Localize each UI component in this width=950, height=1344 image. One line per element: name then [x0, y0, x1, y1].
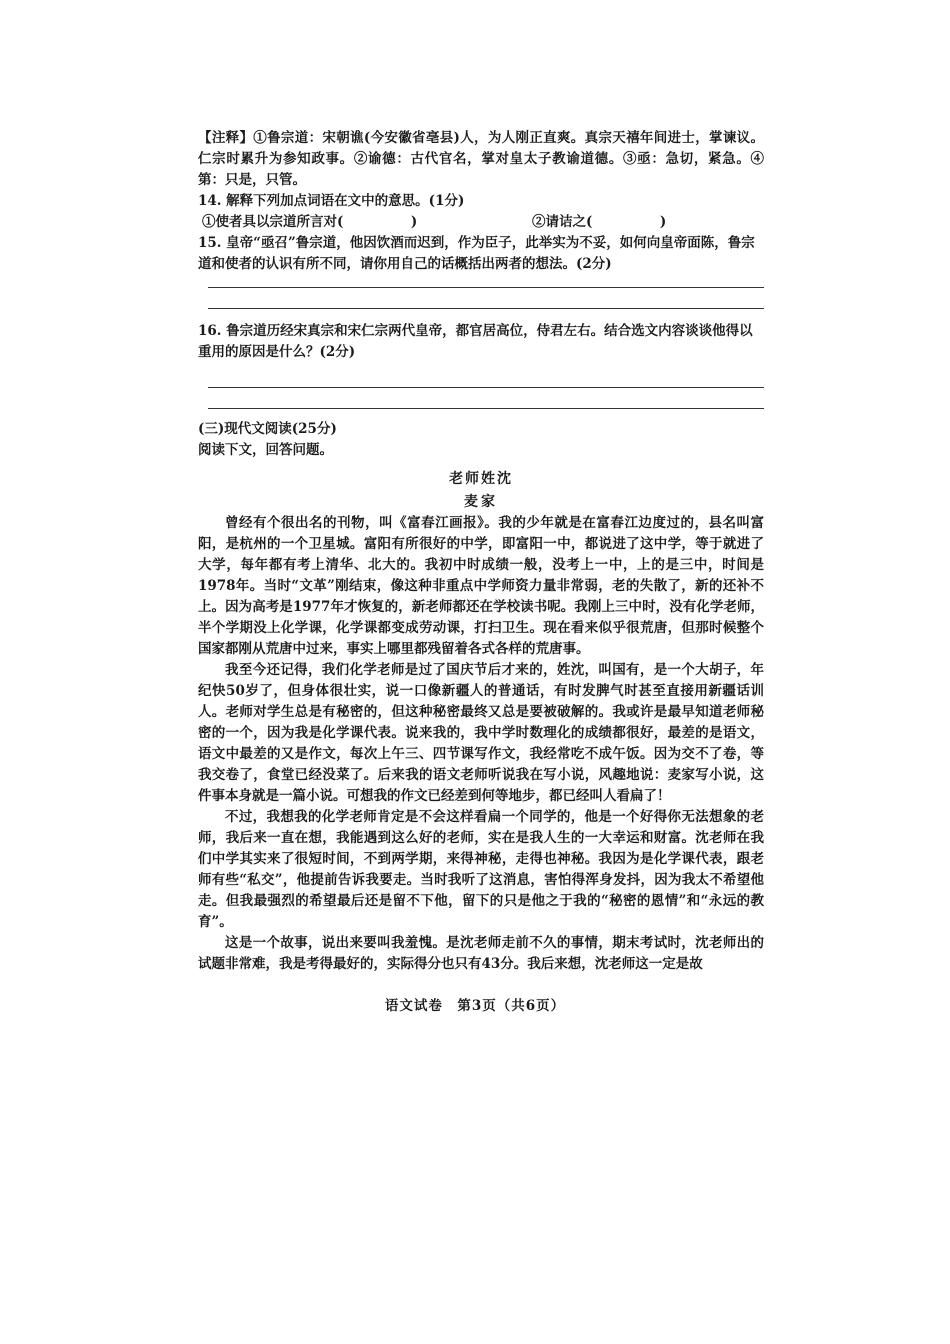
section-3-instruction: 阅读下文，回答问题。	[198, 442, 333, 458]
question-14-items	[198, 212, 764, 233]
question-14-item-1: ①使者具以宗道所言对( )	[202, 214, 418, 230]
article-paragraph-4: 这是一个故事，说出来要叫我羞愧。是沈老师走前不久的事情，期末考试时，沈老师出的试题非常难，我是考得最好的，实际得分也只有43分。我后来想，沈老师这一定是故	[198, 935, 764, 972]
question-14-stem: 14. 解释下列加点词语在文中的意思。(1分)	[198, 193, 465, 209]
answer-line[interactable]	[208, 387, 764, 388]
annotation-note: 【注释】①鲁宗道：宋朝谯(今安徽省亳县)人，为人刚正直爽。真宗天禧年间进士，掌谏议。仁宗时累升为参知政事。②谕德：古代官名，掌对皇太子教谕道德。③亟：急切，紧急。④第：只是，只管。	[198, 130, 764, 188]
question-15-stem: 15. 皇帝“亟召”鲁宗道，他因饮酒而迟到，作为臣子，此举实为不妥，如何向皇帝面陈，鲁宗道和使者的认识有所不同，请你用自己的话概括出两者的想法。(2分)	[198, 235, 755, 272]
answer-line[interactable]	[208, 287, 764, 288]
question-16-stem: 16. 鲁宗道历经宋真宗和宋仁宗两代皇帝，都官居高位，侍君左右。结合选文内容谈谈他得以重用的原因是什么？(2分)	[198, 323, 753, 360]
article-paragraph-3: 不过，我想我的化学老师肯定是不会这样看扁一个同学的，他是一个好得你无法想象的老师，我后来一直在想，我能遇到这么好的老师，实在是我人生的一大幸运和财富。沈老师在我们中学其实来了很短时间，不到两学期，来得神秘，走得也神秘。我因为是化学课代表，跟老师有些“私交”，他提前告诉我要走。当时我听了这消息，害怕得浑身发抖，因为我太不希望他走。但我最强烈的希望最后还是留不下他，留下的只是他之于我的“秘密的恩情”和“永远的教育”。	[198, 809, 764, 930]
article-paragraph-1: 曾经有个很出名的刊物，叫《富春江画报》。我的少年就是在富春江边度过的，县名叫富阳，是杭州的一个卫星城。富阳有所很好的中学，即富阳一中，都说进了这中学，等于就进了大学，每年都有考上清华、北大的。我初中时成绩一般，没考上一中，上的是三中，时间是1978年。当时“文革”刚结束，像这种非重点中学师资力量非常弱，老的失散了，新的还补不上。因为高考是1977年才恢复的，新老师都还在学校读书呢。我刚上三中时，没有化学老师，半个学期没上化学课，化学课都变成劳动课，打扫卫生。现在看来似乎很荒唐，但那时候整个国家都刚从荒唐中过来，事实上哪里都残留着各式各样的荒唐事。	[198, 515, 764, 657]
answer-line[interactable]	[208, 308, 764, 309]
article-author: 麦家	[464, 494, 498, 510]
section-3-heading: (三)现代文阅读(25分)	[198, 421, 337, 437]
page-footer: 语文试卷 第3页（共6页）	[384, 998, 566, 1014]
exam-page	[198, 128, 764, 975]
question-14-item-2: ②请诘之( )	[532, 214, 667, 230]
article-title: 老师姓沈	[449, 471, 513, 487]
article-paragraph-2: 我至今还记得，我们化学老师是过了国庆节后才来的，姓沈，叫国有，是一个大胡子，年纪快50岁了，但身体很壮实，说一口像新疆人的普通话，有时发脾气时甚至直接用新疆话训人。老师对学生总是有秘密的，但这种秘密最终又总是要被破解的。我或许是最早知道老师秘密的一个，因为我是化学课代表。说来我的，我中学时数理化的成绩都很好，最差的是语文，语文中最差的又是作文，每次上午三、四节课写作文，我经常吃不成午饭。因为交不了卷，等我交卷了，食堂已经没菜了。后来我的语文老师听说我在写小说，风趣地说：麦家写小说，这件事本身就是一篇小说。可想我的作文已经差到何等地步，都已经叫人看扁了！	[198, 662, 764, 804]
answer-line[interactable]	[208, 408, 764, 409]
